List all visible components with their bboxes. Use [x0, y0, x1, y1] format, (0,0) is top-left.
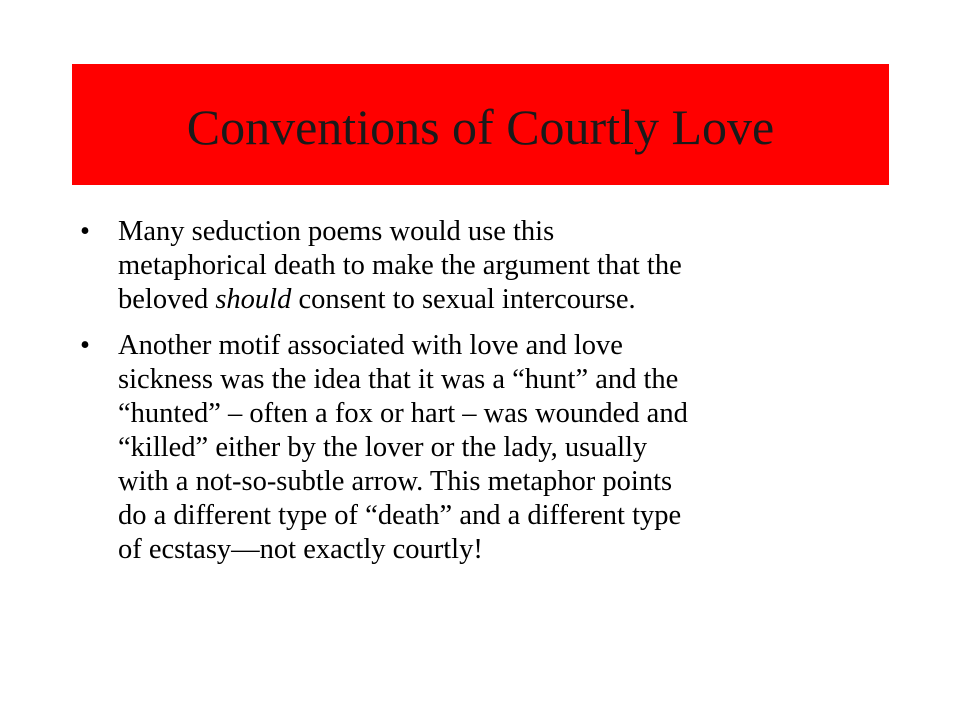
bullet-line — [118, 283, 880, 317]
bullet-icon: • — [80, 330, 90, 361]
bullet-item — [80, 215, 880, 317]
bullet-line: Another motif associated with love and love — [118, 330, 623, 361]
bullet-line: Many seduction poems would use this — [118, 216, 555, 247]
bullet-line: “hunted” – often a fox or hart – was wounded and — [118, 398, 688, 429]
bullet-line: “killed” either by the lover or the lady, usually — [118, 432, 648, 463]
title-banner — [72, 64, 889, 185]
text-run: beloved — [118, 284, 216, 315]
bullet-list — [80, 215, 880, 579]
bullet-line: do a different type of “death” and a different type — [118, 500, 682, 531]
text-run: consent to sexual intercourse. — [291, 284, 636, 315]
bullet-line: metaphorical death to make the argument that the — [118, 250, 682, 281]
emphasis-word: should — [215, 284, 292, 315]
bullet-line: of ecstasy—not exactly courtly! — [118, 534, 483, 565]
bullet-item — [80, 329, 880, 567]
bullet-line: sickness was the idea that it was a “hunt” and the — [118, 364, 679, 395]
slide-title: Conventions of Courtly Love — [186, 98, 775, 155]
bullet-line: with a not-so-subtle arrow. This metaphor points — [118, 466, 673, 497]
bullet-icon: • — [80, 216, 90, 247]
